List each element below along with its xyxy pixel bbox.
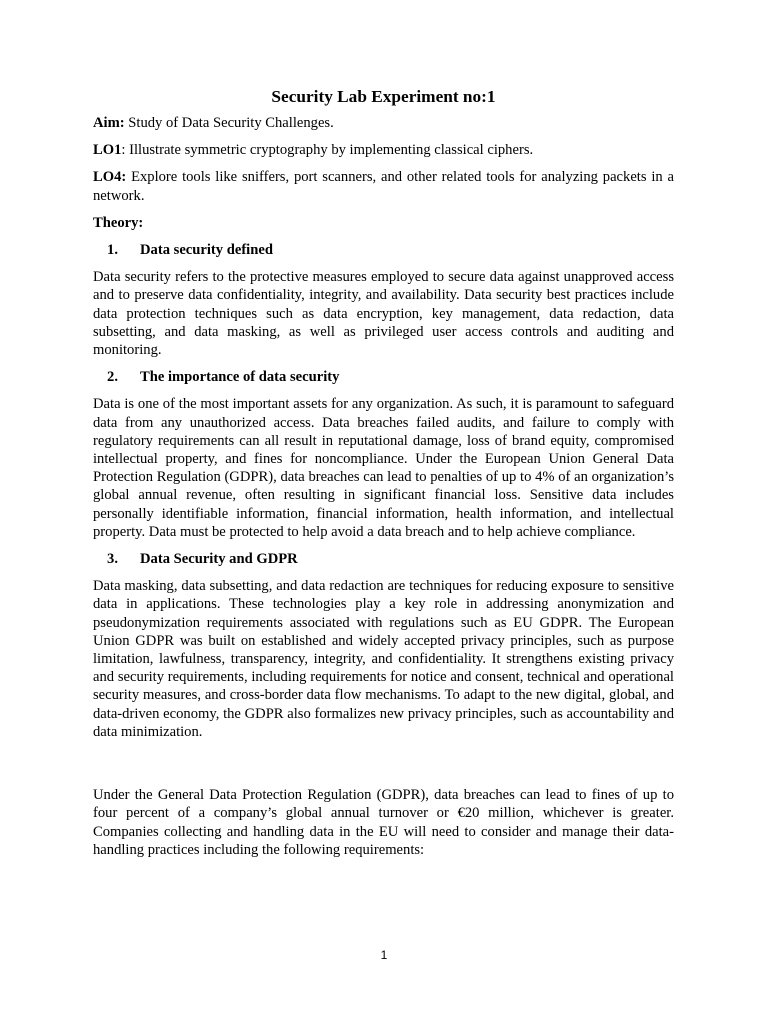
page-number: 1 xyxy=(380,948,388,962)
section-heading-1 xyxy=(93,241,674,259)
section-number: 2. xyxy=(107,369,118,386)
section-number: 3. xyxy=(107,551,118,568)
lo1-text: : Illustrate symmetric cryptography by implementing classical ciphers. xyxy=(121,142,534,159)
section-title: Data Security and GDPR xyxy=(140,551,298,568)
theory-heading: Theory: xyxy=(93,214,144,231)
aim-line xyxy=(93,114,674,132)
lo4-line xyxy=(93,168,674,204)
paragraph-gap xyxy=(93,750,674,786)
lo4-text: Explore tools like sniffers, port scanners, and other related tools for analyzing packets in a network. xyxy=(93,169,674,204)
section-heading-3 xyxy=(93,550,674,568)
section-title: Data security defined xyxy=(140,242,273,259)
aim-label: Aim: xyxy=(93,115,125,131)
section-body-3: Data masking, data subsetting, and data redaction are techniques for reducing exposure to sensitive data in applications. These technologies play a key role in addressing anonymization and pseudonymization requirements associated with regulations such as EU GDPR. The European Union GDPR was built on established and widely accepted privacy principles, such as purpose limitation, lawfulness, transparency, integrity, and confidentiality. It strengthens existing privacy and security requirements, including requirements for notice and consent, technical and operational security measures, and cross-border data flow mechanisms. To adapt to the new digital, global, and data-driven economy, the GDPR also formalizes new privacy principles, such as accountability and data minimization. xyxy=(93,578,674,740)
aim-text: Study of Data Security Challenges. xyxy=(124,115,334,131)
closing-paragraph: Under the General Data Protection Regulation (GDPR), data breaches can lead to fines of up to four percent of a company’s global annual turnover or €20 million, whichever is greater. Companies collecting and handling data in the EU will need to consider and manage their data-handling practices including the following requirements: xyxy=(93,787,674,858)
section-body-2: Data is one of the most important assets for any organization. As such, it is paramount to safeguard data from any unauthorized access. Data breaches failed audits, and failure to comply with regulatory requirements can all result in reputational damage, loss of brand equity, compromised intellectual property, and fines for noncompliance. Under the European Union General Data Protection Regulation (GDPR), data breaches can lead to penalties of up to 4% of an organization’s global annual revenue, often resulting in significant financial loss. Sensitive data includes personally identifiable information, financial information, health information, and intellectual property. Data must be protected to help avoid a data breach and to help achieve compliance. xyxy=(93,396,674,540)
section-number: 1. xyxy=(107,242,118,259)
page-title: Security Lab Experiment no:1 xyxy=(271,87,496,106)
section-body-1: Data security refers to the protective measures employed to secure data against unapproved access and to preserve data confidentiality, integrity, and availability. Data security best practices include data protection techniques such as data encryption, key management, data redaction, data subsetting, and data masking, as well as privileged user access controls and auditing and monitoring. xyxy=(93,269,674,359)
lo4-label: LO4: xyxy=(93,169,127,186)
lo1-label: LO1 xyxy=(93,142,122,159)
section-heading-2 xyxy=(93,368,674,386)
lo1-line xyxy=(93,141,674,159)
section-title: The importance of data security xyxy=(140,369,340,386)
page-content xyxy=(93,86,674,868)
